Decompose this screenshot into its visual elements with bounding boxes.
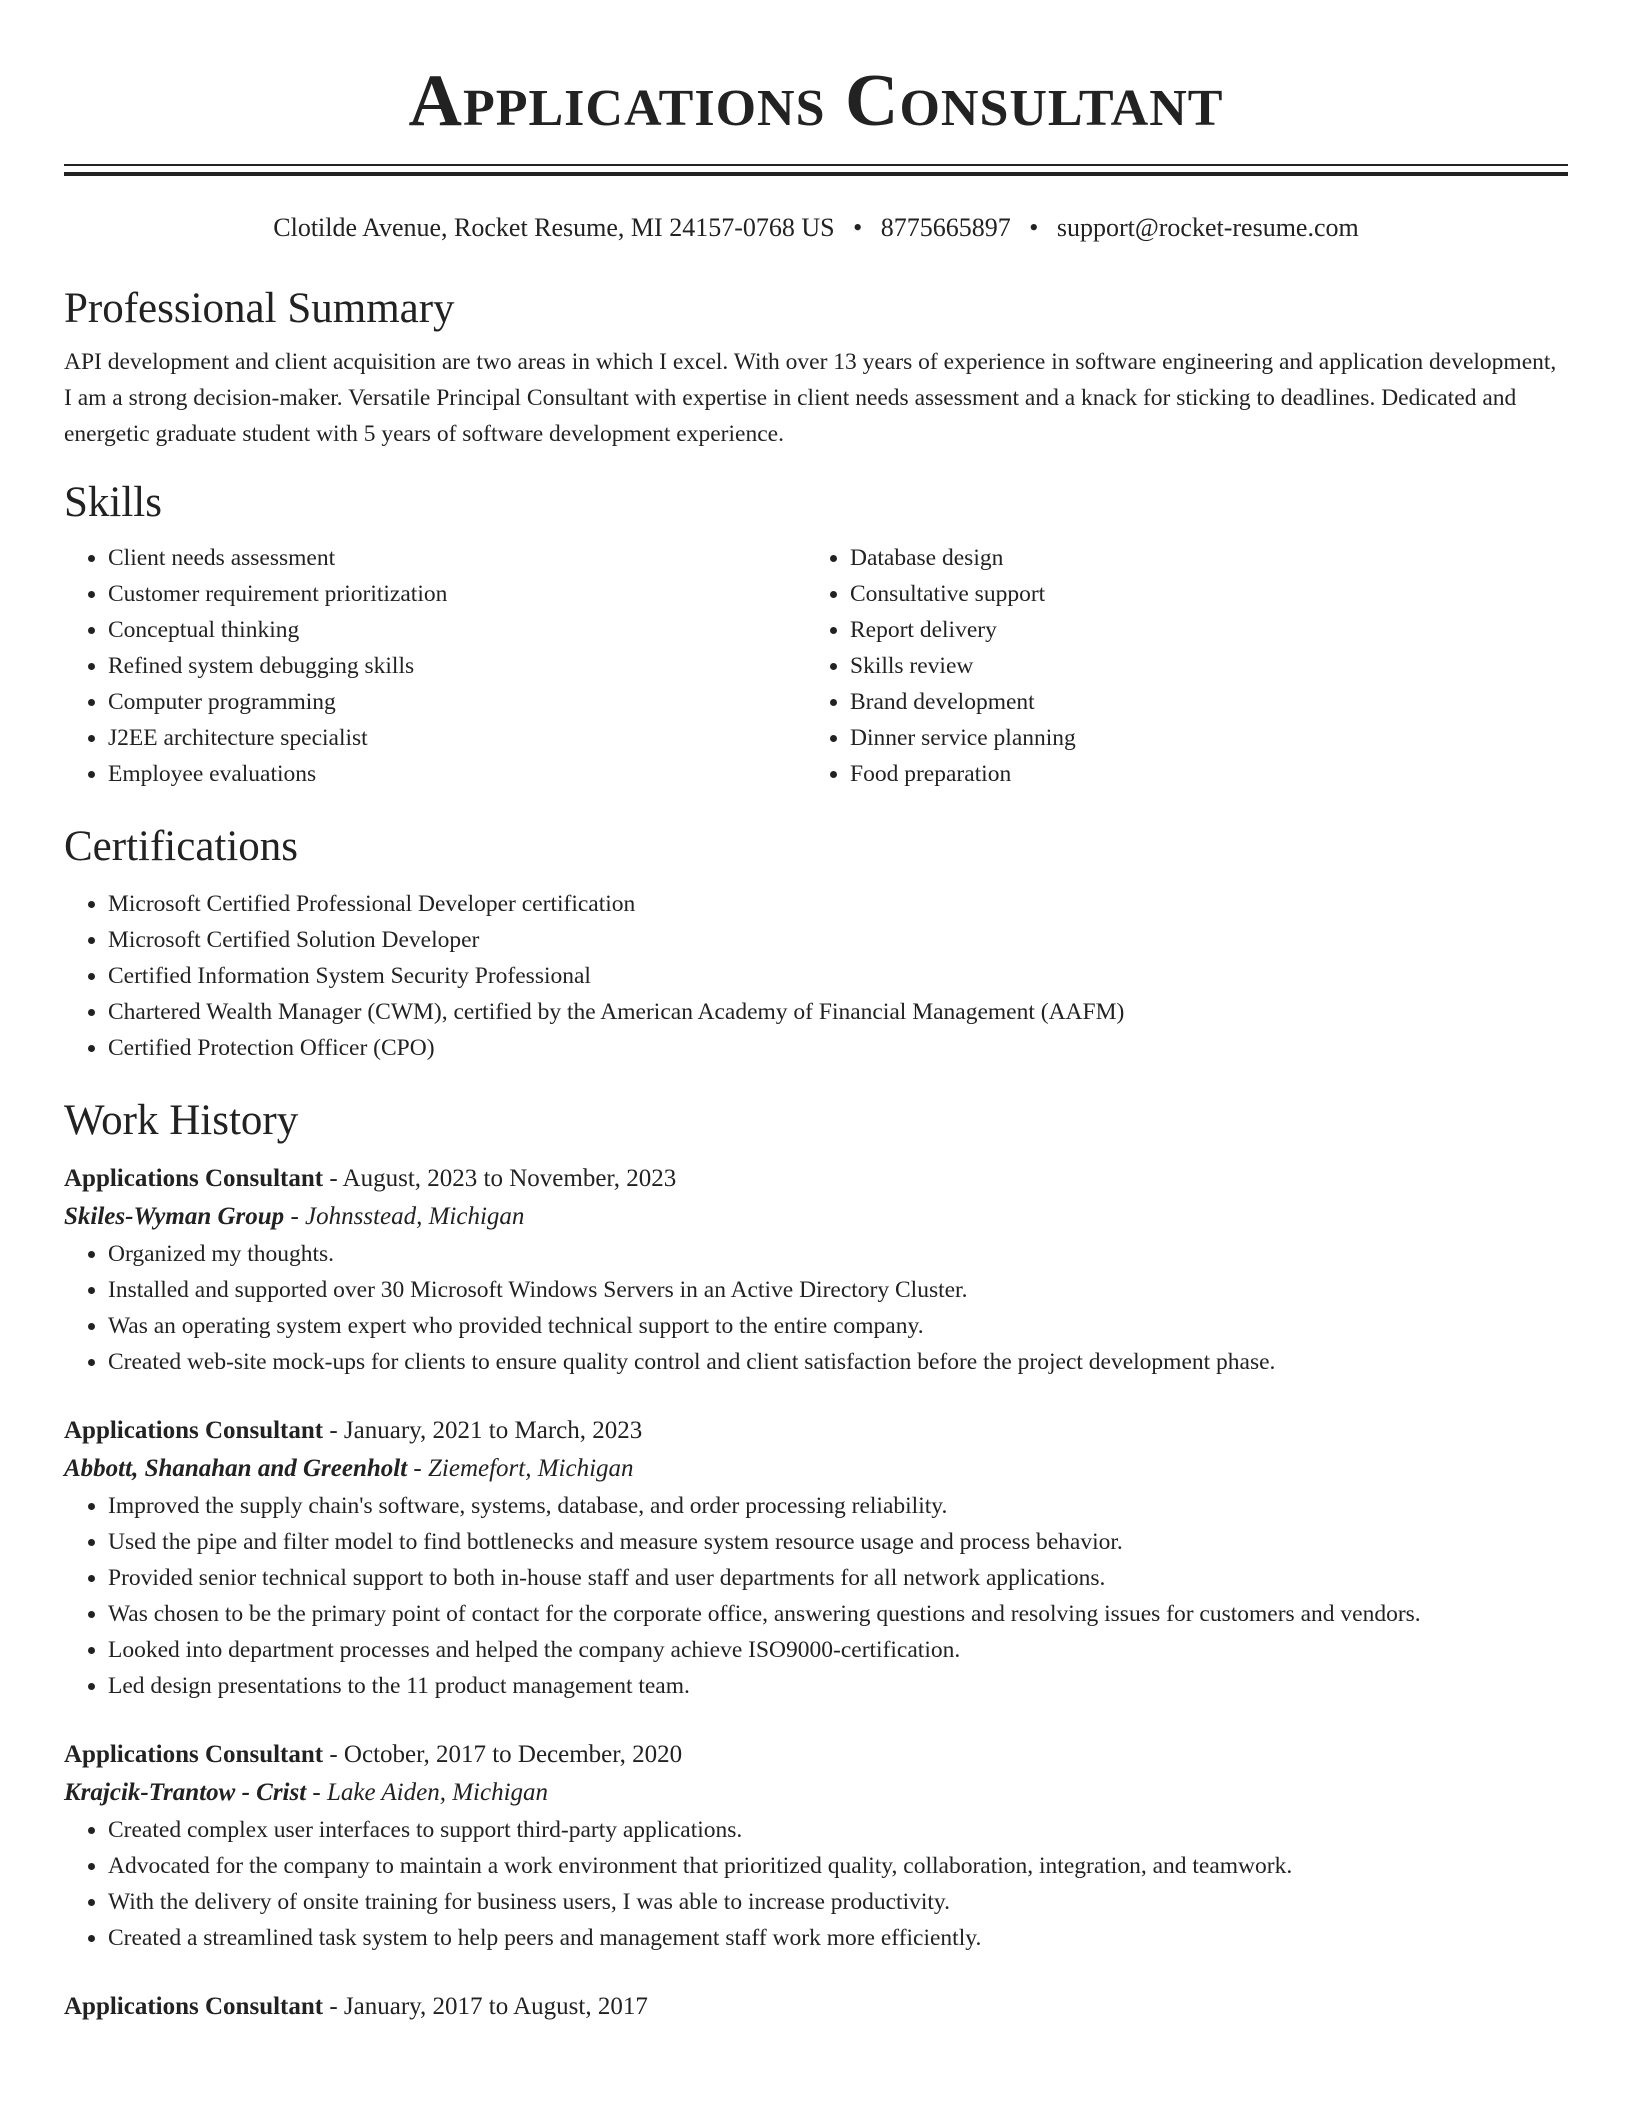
skills-columns: [64, 540, 1568, 792]
work-history-heading: Work History: [64, 1097, 299, 1144]
job-entry: [64, 1736, 1568, 1956]
certification-item: • Microsoft Certified Professional Developer certification: [108, 886, 1568, 922]
job-title-line: [64, 1988, 1568, 2026]
skill-item: • Computer programming: [108, 684, 806, 720]
job-company-line: [64, 1450, 1568, 1488]
job-entry: [64, 1160, 1568, 1380]
skills-column-left: [64, 540, 806, 792]
skills-heading: Skills: [64, 479, 162, 526]
job-duty: • Provided senior technical support to both in-house staff and user departments for all network applications.: [108, 1560, 1568, 1596]
job-dates: - January, 2017 to August, 2017: [323, 1993, 648, 2020]
job-duty: • Organized my thoughts.: [108, 1236, 1568, 1272]
certification-item: • Chartered Wealth Manager (CWM), certified by the American Academy of Financial Management (AAFM): [108, 994, 1568, 1030]
certification-item: • Microsoft Certified Solution Developer: [108, 922, 1568, 958]
job-company: Krajcik-Trantow - Crist: [64, 1779, 307, 1806]
job-dates: - October, 2017 to December, 2020: [323, 1741, 683, 1768]
job-company: Skiles-Wyman Group: [64, 1203, 285, 1230]
job-duty: • Looked into department processes and helped the company achieve ISO9000-certification.: [108, 1632, 1568, 1668]
skill-item: • Database design: [850, 540, 1548, 576]
certification-item: • Certified Protection Officer (CPO): [108, 1030, 1568, 1066]
skill-item: • Dinner service planning: [850, 720, 1548, 756]
job-duties-list: [64, 1236, 1568, 1380]
job-location: - Johnsstead, Michigan: [284, 1203, 525, 1230]
job-duty: • Was chosen to be the primary point of contact for the corporate office, answering questions and resolving issues for customers and vendors.: [108, 1596, 1568, 1632]
skills-section: [64, 478, 1568, 792]
job-role: Applications Consultant: [64, 1165, 324, 1192]
title-double-rule: [64, 164, 1568, 176]
resume-page: [64, 0, 1568, 2026]
skill-item: • Consultative support: [850, 576, 1548, 612]
summary-heading: Professional Summary: [64, 285, 455, 332]
skill-item: • Refined system debugging skills: [108, 648, 806, 684]
contact-line: [64, 212, 1568, 244]
certifications-list: [64, 886, 1568, 1066]
job-duty: • Used the pipe and filter model to find bottlenecks and measure system resource usage and process behavior.: [108, 1524, 1568, 1560]
job-company: Abbott, Shanahan and Greenholt: [64, 1455, 408, 1482]
job-duty: • Advocated for the company to maintain a work environment that prioritized quality, collaboration, integration, and teamwork.: [108, 1848, 1568, 1884]
certifications-heading: Certifications: [64, 823, 299, 870]
job-entry: [64, 1988, 1568, 2026]
skills-list-right: [806, 540, 1548, 792]
skill-item: • Customer requirement prioritization: [108, 576, 806, 612]
contact-separator: •: [853, 213, 863, 242]
job-title-line: [64, 1412, 1568, 1450]
job-location: - Lake Aiden, Michigan: [306, 1779, 549, 1806]
job-role: Applications Consultant: [64, 1417, 324, 1444]
job-duty: • Created a streamlined task system to help peers and management staff work more efficiently.: [108, 1920, 1568, 1956]
job-location: - Ziemefort, Michigan: [407, 1455, 634, 1482]
job-title-line: [64, 1160, 1568, 1198]
skill-item: • Food preparation: [850, 756, 1548, 792]
skill-item: • Brand development: [850, 684, 1548, 720]
job-dates: - August, 2023 to November, 2023: [323, 1165, 677, 1192]
job-duty: • With the delivery of onsite training for business users, I was able to increase productivity.: [108, 1884, 1568, 1920]
job-duty: • Improved the supply chain's software, systems, database, and order processing reliability.: [108, 1488, 1568, 1524]
job-entry: [64, 1412, 1568, 1704]
job-role: Applications Consultant: [64, 1993, 324, 2020]
certification-item: • Certified Information System Security Professional: [108, 958, 1568, 994]
job-company-line: [64, 1774, 1568, 1812]
skills-list-left: [64, 540, 806, 792]
skill-item: • J2EE architecture specialist: [108, 720, 806, 756]
job-duty: • Installed and supported over 30 Microsoft Windows Servers in an Active Directory Cluster.: [108, 1272, 1568, 1308]
job-dates: - January, 2021 to March, 2023: [323, 1417, 643, 1444]
job-duty: • Created web-site mock-ups for clients to ensure quality control and client satisfaction before the project development phase.: [108, 1344, 1568, 1380]
resume-title: Applications Consultant: [408, 60, 1224, 142]
skill-item: • Client needs assessment: [108, 540, 806, 576]
contact-address: Clotilde Avenue, Rocket Resume, MI 24157-0768 US: [273, 213, 835, 242]
skill-item: • Skills review: [850, 648, 1548, 684]
job-duty: • Created complex user interfaces to support third-party applications.: [108, 1812, 1568, 1848]
job-title-line: [64, 1736, 1568, 1774]
contact-separator: •: [1029, 213, 1039, 242]
skill-item: • Report delivery: [850, 612, 1548, 648]
job-duty: • Led design presentations to the 11 product management team.: [108, 1668, 1568, 1704]
job-duty: • Was an operating system expert who provided technical support to the entire company.: [108, 1308, 1568, 1344]
summary-section: [64, 284, 1568, 452]
contact-email: support@rocket-resume.com: [1056, 213, 1359, 242]
skills-column-right: [806, 540, 1548, 792]
work-history-section: [64, 1096, 1568, 2026]
summary-text: API development and client acquisition are two areas in which I excel. With over 13 years of experience in software engineering and application development, I am a strong decision-maker. Versatile Principal Consultant with expertise in client needs assessment and a knack for sticking to deadlines. Dedicated and energetic graduate student with 5 years of software development experience.: [64, 349, 1557, 447]
skill-item: • Employee evaluations: [108, 756, 806, 792]
job-role: Applications Consultant: [64, 1741, 324, 1768]
certifications-section: [64, 822, 1568, 1066]
skill-item: • Conceptual thinking: [108, 612, 806, 648]
contact-phone: 8775665897: [880, 213, 1011, 242]
job-duties-list: [64, 1812, 1568, 1956]
job-duties-list: [64, 1488, 1568, 1704]
job-company-line: [64, 1198, 1568, 1236]
